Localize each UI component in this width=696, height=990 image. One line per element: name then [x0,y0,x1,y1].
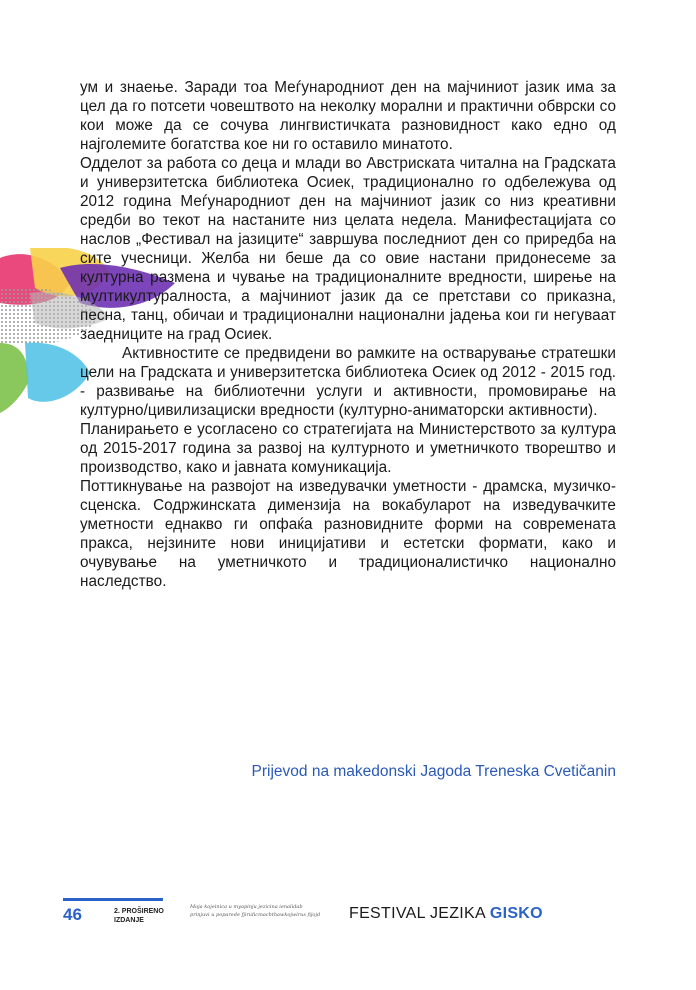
paragraph-4: Планирањето е усогласено со стратегијата на Министерството за култура од 2015-2017 година за развој на културното и уметничкото творештво и производство, како и јавната комуникација. [80,421,616,476]
festival-title [349,905,543,923]
edition-label [114,907,164,925]
body-text [80,78,616,591]
edition-line-1: 2. PROŠIRENO [114,908,164,915]
festival-accent: GISKO [489,905,543,922]
script-line-1: Moja kojeinica u myapinju jezicina ienalidab [190,904,303,910]
paragraph-1: ум и знаење. Заради тоа Меѓународниот ден на мајчиниот јазик има за цел да го потсети човештвото на неколку морални и практични обврски со кои може да се сочува лингвистичката разновидност како едно од најголемите богатства кое ни го оставило минатото. [80,79,616,153]
script-slogan [190,903,340,919]
edition-line-2: IZDANJE [114,917,144,924]
script-line-2: prinjuvi u poparede fjiridicmachthawkojwirus fijojd [190,912,321,918]
festival-main: FESTIVAL JEZIKA [349,905,486,922]
footer-rule [63,898,163,901]
paragraph-2: Одделот за работа со деца и млади во Австриската читална на Градската и универзитетска библиотека Осиек, традиционално го одбележува од 2012 година Меѓународниот ден на мајчиниот јазик со низ креативни средби во текот на настаните низ целата недела. Манифестацијата со наслов „Фестивал на јазиците“ завршува последниот ден со приредба на сите учесници. Желба ни беше да со овие настани придонесеме за културна размена и чување на традиционалните вредности, ширење на мултикултуралноста, а мајчиниот јазик да се претстави со приказна, песна, танц, обичаи и традиционални национални јадења кои ги негуваат заедниците на град Осиек. [80,155,616,343]
paragraph-5: Поттикнување на развојот на изведувачки уметности - драмска, музичко-сценска. Содржинската димензија на вокабуларот на изведувачките уметности еднакво ги опфаќа разновидните форми на современата пракса, нејзините нови иницијативи и естетски формати, како и очувување на уметничкото и традиционалистичко национално наследство. [80,478,616,590]
page-number: 46 [63,905,82,924]
paragraph-3: Активностите се предвидени во рамките на остварување стратешки цели на Градската и универзитетска библиотека Осиек од 2012 - 2015 год. - развивање на библиотечни услуги и активности, промовирање на културно/цивилизациски вредности (културно-аниматорски активности). [80,345,616,419]
translation-credit: Prijevod na makedonski Jagoda Treneska Cvetičanin [251,763,616,780]
